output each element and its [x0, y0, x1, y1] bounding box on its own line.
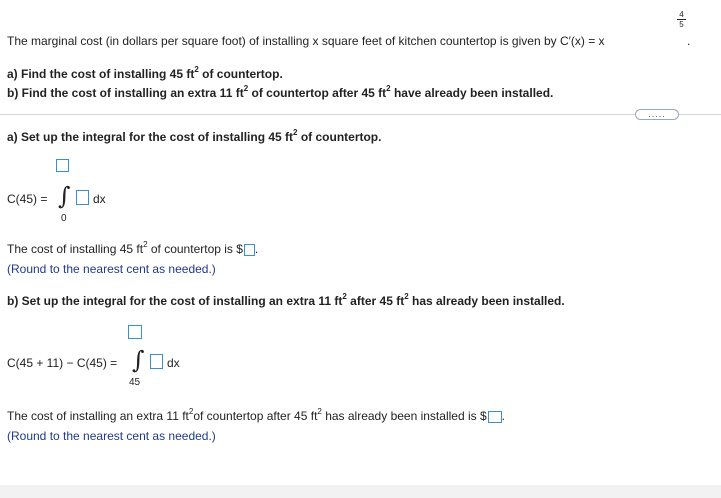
part-b-sup: 2 — [243, 84, 249, 93]
section-a-heading-tail: of countertop. — [297, 130, 382, 144]
footer-bar — [0, 485, 721, 498]
problem-statement — [7, 34, 605, 48]
part-b-text: b) Find the cost of installing an extra 11 ft — [7, 86, 244, 100]
cost-sup-a: 2 — [143, 240, 148, 249]
part-b-prompt — [7, 86, 553, 100]
section-a-heading-sup: 2 — [293, 128, 298, 137]
part-a-sup: 2 — [194, 65, 199, 74]
integral-symbol-a: ∫ — [58, 182, 71, 210]
integrand-box-a[interactable] — [76, 190, 89, 205]
cost-text-a: The cost of installing 45 ft — [7, 242, 144, 256]
problem-stem: The marginal cost (in dollars per square foot) of installing x square feet of kitchen countertop is given by C′(x) = x — [7, 34, 605, 48]
cost-tail-b: has already been installed is $ — [321, 409, 487, 423]
cost-answer-line-b — [7, 409, 505, 423]
integral-symbol-b: ∫ — [132, 346, 145, 374]
integrand-box-b[interactable] — [150, 354, 163, 369]
cost-sup2-b: 2 — [317, 407, 322, 416]
section-b-heading-mid: after 45 ft — [346, 294, 405, 308]
integrand-input-a[interactable] — [76, 190, 89, 205]
integral-lhs-b: C(45 + 11) − C(45) = — [7, 356, 118, 370]
section-b-heading-sup: 2 — [342, 292, 347, 301]
cost-period-b: . — [501, 409, 505, 423]
section-b-heading-text: b) Set up the integral for the cost of installing an extra 11 ft — [7, 294, 343, 308]
cost-answer-line-a — [7, 242, 258, 256]
part-b-sup2: 2 — [386, 84, 391, 93]
cost-tail-a: of countertop is $ — [147, 242, 243, 256]
upper-limit-input-b[interactable] — [128, 324, 142, 339]
lower-limit-a: 0 — [61, 213, 67, 224]
cost-period-a: . — [254, 242, 259, 256]
section-a-heading — [7, 130, 381, 144]
part-a-text: a) Find the cost of installing 45 ft — [7, 67, 195, 81]
part-a-tail: of countertop. — [198, 67, 283, 81]
section-separator — [0, 114, 721, 115]
upper-limit-input-a[interactable] — [56, 158, 69, 172]
expand-more-button[interactable]: ..... — [635, 109, 679, 120]
round-note-b: (Round to the nearest cent as needed.) — [7, 429, 216, 443]
cost-text-b: The cost of installing an extra 11 ft — [7, 409, 189, 423]
exponent-numerator: 4 — [679, 10, 684, 19]
part-b-tail: have already been installed. — [390, 86, 554, 100]
part-b-mid: of countertop after 45 ft — [248, 86, 387, 100]
dx-label-a: dx — [93, 192, 106, 206]
section-a-heading-text: a) Set up the integral for the cost of installing 45 ft — [7, 130, 294, 144]
round-note-a: (Round to the nearest cent as needed.) — [7, 262, 216, 276]
section-b-heading-sup2: 2 — [404, 292, 409, 301]
part-a-prompt — [7, 67, 283, 81]
integrand-input-b[interactable] — [150, 354, 163, 369]
integral-lhs-a: C(45) = — [7, 192, 48, 206]
cost-answer-input-b[interactable] — [488, 411, 502, 423]
statement-period: . — [687, 34, 691, 48]
section-b-heading-tail: has already been installed. — [408, 294, 565, 308]
upper-limit-box-a[interactable] — [56, 159, 69, 172]
exponent-fraction — [677, 10, 686, 29]
cost-answer-input-a[interactable] — [244, 244, 255, 256]
section-b-heading — [7, 294, 565, 308]
exponent-denominator: 5 — [679, 20, 684, 29]
cost-sup-b: 2 — [188, 407, 194, 416]
upper-limit-box-b[interactable] — [128, 325, 142, 339]
cost-mid-b: of countertop after 45 ft — [193, 409, 318, 423]
dx-label-b: dx — [167, 356, 180, 370]
lower-limit-b: 45 — [129, 377, 141, 388]
